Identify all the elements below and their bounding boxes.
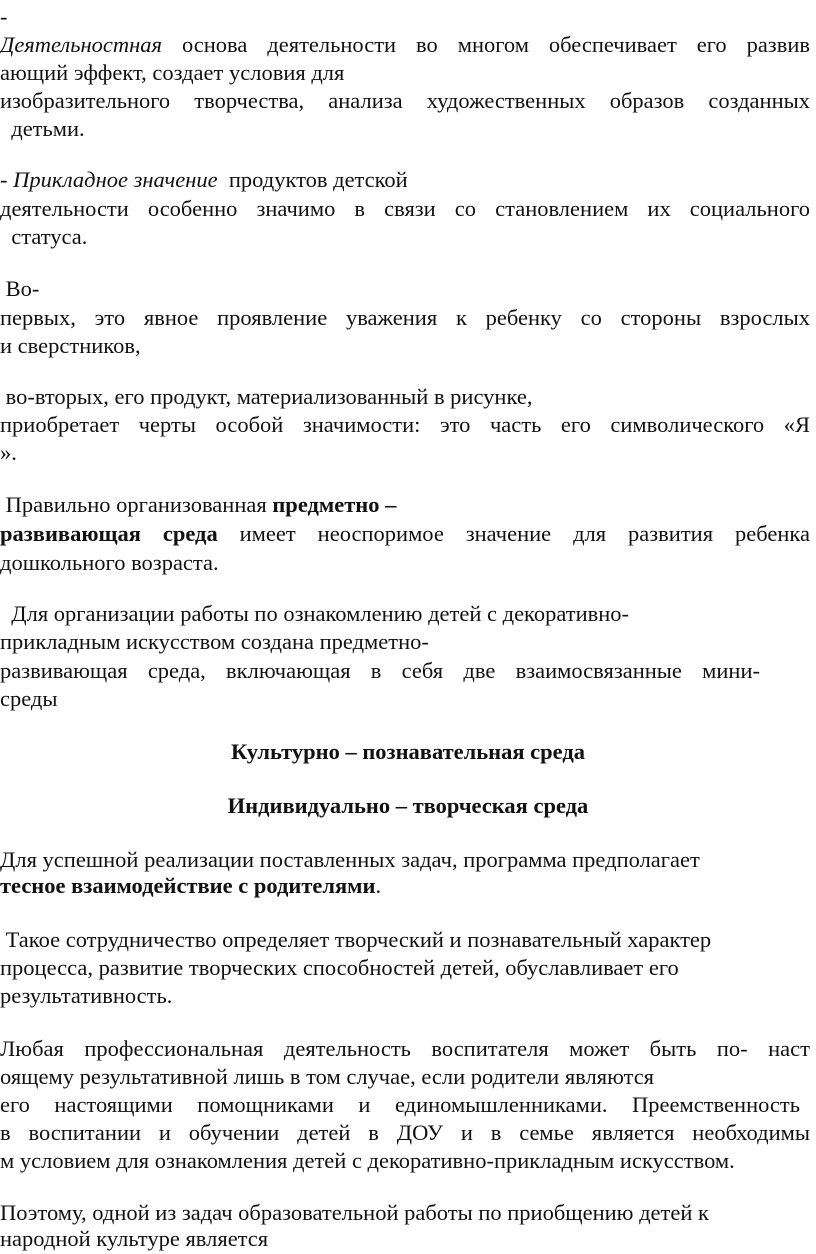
p2-line-3: статуса. (0, 224, 88, 249)
p5-line-3: дошкольного возраста. (0, 550, 219, 575)
p8-line-3: результативность. (0, 983, 173, 1008)
p7-bold-term: тесное взаимодействие с родителями (0, 873, 376, 898)
p9-line-1: Любая профессиональная деятельность воспитателя может быть по- наст (0, 1036, 810, 1061)
heading-cultural-environment: Культурно – познавательная среда (230, 739, 586, 764)
p5-line-2 (0, 519, 810, 549)
p1-line-4: детьми. (0, 116, 85, 141)
p6-line-4: среды (0, 686, 58, 711)
p5-bold-term-2: развивающая среда (0, 521, 218, 546)
p5-line-1-text: Правильно организованная (0, 492, 273, 517)
p3-line-1: Во- (0, 276, 40, 301)
p2-line-2: деятельности особенно значимо в связи со становлением их социального (0, 196, 810, 221)
p8-line-2: процесса, развитие творческих способностей детей, обуславливает его (0, 955, 679, 980)
p9-line-4: в воспитании и обучении детей в ДОУ и в семье является необходимы (0, 1120, 810, 1145)
p2-line-1-text: продуктов детской (217, 167, 408, 192)
p10-line-1: Поэтому, одной из задач образовательной работы по приобщению детей к (0, 1200, 709, 1225)
p10-line-2: народной культуре является (0, 1226, 269, 1251)
p5-bold-term-1: предметно – (272, 492, 397, 517)
p5-line-2-text: имеет неоспоримое значение для развития ребенка (217, 521, 810, 546)
heading-creative-environment: Индивидуально – творческая среда (227, 793, 589, 818)
p6-line-1: Для организации работы по ознакомлению детей с декоративно- (0, 601, 630, 626)
p4-line-1: во-вторых, его продукт, материализованный в рисунке, (0, 384, 533, 409)
p1-line-1-text: основа деятельности во многом обеспечивает его развив (162, 32, 810, 57)
p8-line-1: Такое сотрудничество определяет творческий и познавательный характер (0, 927, 712, 952)
p6-line-2: прикладным искусством создана предметно- (0, 629, 429, 654)
p6-line-3: развивающая среда, включающая в себя две взаимосвязанные мини- (0, 658, 760, 683)
p1-italic-term: Деятельностная (0, 32, 163, 57)
p2-line-1 (0, 165, 408, 195)
p4-line-2: приобретает черты особой значимости: это часть его символического «Я (0, 412, 810, 437)
p9-line-3: его настоящими помощниками и единомышленниками. Преемственность (0, 1092, 800, 1117)
p1-line-1 (0, 30, 810, 60)
p2-italic-term: Прикладное значение (13, 167, 218, 192)
p3-line-2: первых, это явное проявление уважения к ребенку со стороны взрослых (0, 305, 810, 330)
p7-line-2 (0, 871, 381, 901)
p1-line-3: изобразительного творчества, анализа художественных образов созданных (0, 88, 810, 113)
p5-line-1 (0, 490, 396, 520)
p4-line-3: ». (0, 440, 17, 465)
p3-line-3: и сверстников, (0, 333, 141, 358)
p7-line-2-text: . (375, 873, 382, 898)
p2-dash: - (0, 167, 14, 192)
p1-line-2: ающий эффект, создает условия для (0, 60, 345, 85)
p9-line-2: оящему результативной лишь в том случае, если родители являются (0, 1064, 655, 1089)
p7-line-1: Для успешной реализации поставленных задач, программа предполагает (0, 847, 700, 872)
p9-line-5: м условием для ознакомления детей с декоративно-прикладным искусством. (0, 1148, 735, 1173)
p1-dash: - (0, 4, 8, 29)
